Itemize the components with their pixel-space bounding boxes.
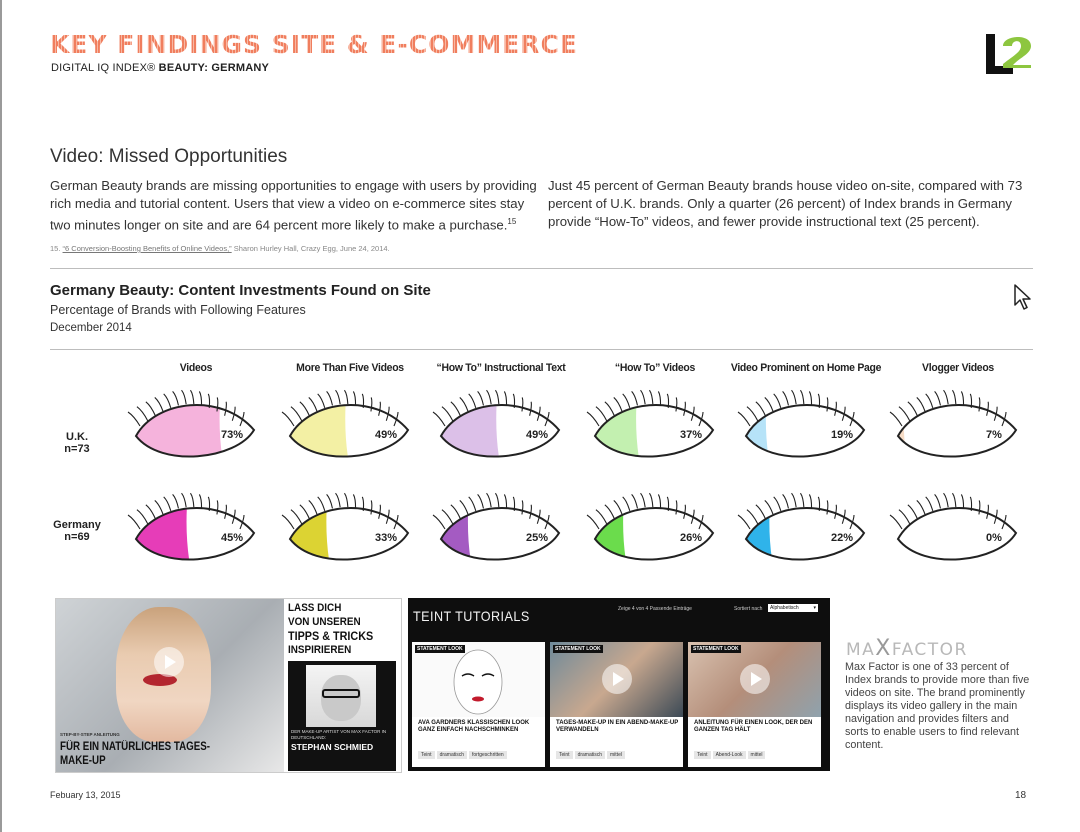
eyeshadow-fill	[888, 378, 908, 468]
chart-date: December 2014	[50, 322, 132, 334]
eyelash	[371, 500, 372, 514]
tutorial-card-2[interactable]	[550, 642, 683, 767]
eye-mark	[280, 481, 420, 571]
eyelash	[908, 402, 918, 416]
chart-title: Germany Beauty: Content Investments Found on Site	[50, 282, 431, 299]
card-tags-3	[694, 743, 767, 761]
tag-chip[interactable]: Teint	[556, 751, 573, 759]
eyelash	[495, 390, 498, 404]
eyelash	[164, 394, 171, 408]
eyelash	[309, 500, 317, 514]
eyelash	[979, 397, 980, 411]
eyelash	[917, 397, 925, 411]
column-header: Videos	[179, 362, 213, 374]
eyeshadow-fill	[431, 378, 501, 468]
eyelash	[336, 493, 341, 507]
eyelash	[738, 412, 750, 426]
subtitle-prefix: DIGITAL IQ INDEX®	[51, 62, 159, 74]
eyelash	[641, 390, 646, 404]
eyelash	[809, 494, 811, 508]
video-thumbnail[interactable]	[56, 599, 284, 772]
eyelash	[623, 394, 630, 408]
eyelash	[961, 391, 963, 405]
results-count: Zeige 4 von 4 Passende Einträge	[618, 606, 692, 612]
eyelash	[641, 493, 646, 507]
eyelash	[442, 510, 453, 524]
eyelash	[433, 412, 445, 426]
eyelash	[952, 493, 955, 507]
divider-chart	[50, 349, 1033, 350]
eyelash	[658, 391, 660, 405]
row-label-n: n=69	[64, 531, 90, 543]
page-left-edge	[0, 0, 2, 832]
artist-photo	[306, 665, 376, 727]
eyelash	[935, 494, 941, 508]
logo-text: L2	[1043, 72, 1045, 73]
eyelash	[632, 494, 638, 508]
teint-title: TEINT TUTORIALS	[413, 608, 530, 624]
eyelash	[199, 391, 201, 405]
eyelash	[336, 390, 341, 404]
divider-top	[50, 268, 1033, 269]
eyeshadow-fill	[126, 481, 191, 571]
eyelash	[800, 493, 803, 507]
eyelash	[344, 493, 347, 507]
card-caption-1: AVA GARDNERS KLASSISCHEN LOOK GANZ EINFACH NACHSCHMINKEN	[418, 720, 530, 733]
eyelash	[469, 394, 476, 408]
tag-chip[interactable]: mittel	[607, 751, 625, 759]
eyelash	[318, 394, 325, 408]
footnote-link[interactable]: “6 Conversion-Boosting Benefits of Online Videos,”	[62, 244, 232, 253]
eyelash	[756, 505, 766, 519]
eyelash	[944, 493, 949, 507]
eye-mark	[431, 481, 571, 571]
eyelash	[327, 391, 333, 405]
l2-logo	[983, 32, 1045, 76]
eyelash	[587, 412, 599, 426]
eyelash	[291, 407, 302, 421]
eyelash	[282, 515, 294, 529]
footnote-source: Sharon Hurley Hall, Crazy Egg, June 24, 2014.	[231, 244, 390, 253]
eyelash	[282, 412, 294, 426]
tag-chip[interactable]: dramatisch	[575, 751, 605, 759]
footnote	[50, 244, 390, 253]
eyelash	[344, 390, 347, 404]
value-label: 26%	[679, 532, 703, 544]
eyelash	[451, 402, 461, 416]
eyelash	[137, 510, 148, 524]
card-image-1	[412, 642, 545, 717]
eyelash	[504, 391, 506, 405]
eye-mark	[736, 378, 876, 468]
eyelash	[495, 493, 498, 507]
eyelash	[442, 407, 453, 421]
eyelash	[765, 397, 773, 411]
eyelash	[944, 390, 949, 404]
left-paragraph	[50, 177, 540, 234]
eyelash	[504, 494, 506, 508]
tutorial-card-3[interactable]	[688, 642, 821, 767]
column-header: More Than Five Videos	[296, 362, 404, 374]
eyelash	[676, 397, 677, 411]
video-title	[60, 740, 210, 768]
eyelash	[522, 500, 523, 514]
value-label: 73%	[220, 429, 244, 441]
artist-name: STEPHAN SCHMIED	[291, 742, 374, 752]
page-number: 18	[1015, 790, 1027, 801]
max-factor-logo	[846, 636, 968, 661]
eyelash	[747, 407, 758, 421]
eye-mark	[585, 378, 725, 468]
eyelash	[190, 390, 193, 404]
logo-part: MA	[846, 640, 876, 660]
eyelash	[979, 500, 980, 514]
eyelash	[827, 397, 828, 411]
value-label: 22%	[830, 532, 854, 544]
logo-part: X	[875, 636, 892, 661]
eyeshadow-fill	[736, 378, 770, 468]
card-tag-3: STATEMENT LOOK	[693, 646, 739, 652]
eyeshadow-fill	[888, 481, 900, 571]
eyelash	[792, 493, 797, 507]
eyelash	[890, 412, 902, 426]
logo-part: FACTOR	[891, 640, 968, 660]
card-caption-3: ANLEITUNG FÜR EINEN LOOK, DER DEN GANZEN TAG HÄLT	[694, 720, 813, 733]
eyeshadow-fill	[280, 378, 350, 468]
eyelash	[827, 500, 828, 514]
tag-chip[interactable]: dramatisch	[437, 751, 467, 759]
sketch-face-icon	[412, 642, 545, 717]
eyelash	[146, 402, 156, 416]
eyelash	[649, 390, 652, 404]
eyelash	[783, 494, 789, 508]
value-label: 19%	[830, 429, 854, 441]
eyelash	[291, 510, 302, 524]
eyelash	[522, 397, 523, 411]
eyelash	[433, 515, 445, 529]
eyelash	[451, 505, 461, 519]
eyelash	[926, 394, 933, 408]
eyelash	[605, 505, 615, 519]
card-tag-2: STATEMENT LOOK	[555, 646, 601, 652]
promo-line-4: INSPIRIEREN	[288, 644, 352, 656]
eye-mark	[736, 481, 876, 571]
promo-line-2: VON UNSEREN	[288, 616, 361, 628]
promo-line-3: TIPPS & TRICKS	[288, 629, 374, 643]
tag-chip[interactable]: fortgeschritten	[469, 751, 507, 759]
value-label: 25%	[525, 532, 549, 544]
eyelash	[596, 407, 607, 421]
eye-mark	[888, 378, 1028, 468]
eyelash	[460, 397, 468, 411]
eyelash	[353, 494, 355, 508]
eyelash	[961, 494, 963, 508]
video-promo-screenshot	[55, 598, 402, 773]
row-label	[42, 519, 112, 543]
row-label-name: U.K.	[66, 431, 88, 443]
eyelash	[765, 500, 773, 514]
sort-value: Alphabetisch	[770, 605, 799, 611]
max-factor-description: Max Factor is one of 33 percent of Index brands to provide more than five videos on site. The brand prominently displays its video gallery in the main navigation and provides filters and sorts to enable users to find relevant content.	[845, 661, 1030, 751]
eyelash	[792, 390, 797, 404]
eyelash	[309, 397, 317, 411]
card-tag-1: STATEMENT LOOK	[417, 646, 463, 652]
eyelash	[890, 515, 902, 529]
chart-subtitle: Percentage of Brands with Following Features	[50, 303, 306, 317]
card-caption-2: TAGES-MAKE-UP IN EIN ABEND-MAKE-UP VERWANDELN	[556, 720, 679, 733]
artist-caption: DER MAKE-UP ARTIST VON MAX FACTOR IN DEUTSCHLAND:	[291, 729, 387, 740]
teint-tutorials-screenshot	[408, 598, 830, 771]
footer-date: Febuary 13, 2015	[50, 790, 121, 800]
eyelash	[318, 497, 325, 511]
play-icon[interactable]	[154, 647, 184, 677]
eyelash	[173, 391, 179, 405]
glasses-icon	[322, 689, 360, 698]
eyelash	[217, 500, 218, 514]
eyelash	[596, 510, 607, 524]
eyelash	[632, 391, 638, 405]
left-paragraph-text: German Beauty brands are missing opportunities to engage with users by providing rich media and tutorial content. Users that view a video on e-commerce sites stay two minutes longer on site and are 64 percent more likely to make a purchase.	[50, 178, 537, 233]
mouse-cursor-icon	[1013, 283, 1033, 311]
eyelash	[899, 407, 910, 421]
value-label: 49%	[525, 429, 549, 441]
eyelash	[199, 494, 201, 508]
eyelash	[774, 394, 781, 408]
promo-line-1: LASS DICH	[288, 602, 342, 614]
value-label: 49%	[374, 429, 398, 441]
row-label-n: n=73	[64, 443, 90, 455]
sort-label: Sortiert nach	[734, 606, 763, 612]
eyelash	[952, 390, 955, 404]
eye-mark	[126, 378, 266, 468]
card-tags-1	[418, 743, 509, 761]
tag-chip[interactable]: Abend-Look	[713, 751, 746, 759]
video-title-line-1: FÜR EIN NATÜRLICHES TAGES-	[60, 741, 211, 753]
value-label: 33%	[374, 532, 398, 544]
value-label: 0%	[986, 532, 1002, 544]
value-label: 7%	[986, 429, 1002, 441]
eyelash	[676, 500, 677, 514]
column-header: Vlogger Videos	[922, 362, 994, 374]
eyelash	[137, 407, 148, 421]
eyelash	[756, 402, 766, 416]
eye-mark	[585, 481, 725, 571]
column-header: “How To” Videos	[614, 362, 696, 374]
footnote-number: 15.	[50, 244, 61, 253]
step-label: STEP-BY-STEP ANLEITUNG	[60, 732, 120, 737]
eyelash	[783, 391, 789, 405]
eyelash	[182, 493, 187, 507]
video-title-line-2: MAKE-UP	[60, 755, 106, 767]
play-icon[interactable]	[602, 664, 632, 694]
artist-head	[321, 675, 361, 721]
column-header: “How To” Instructional Text	[436, 362, 566, 374]
eye-mark	[888, 481, 1028, 571]
eyelash	[649, 493, 652, 507]
tutorial-card-1[interactable]	[412, 642, 545, 767]
eyelash	[800, 390, 803, 404]
eyelash	[917, 500, 925, 514]
eyelash	[327, 494, 333, 508]
eyelash	[935, 391, 941, 405]
eyelash	[300, 402, 310, 416]
eyelash	[908, 505, 918, 519]
eyelash	[487, 493, 492, 507]
eyelash	[478, 391, 484, 405]
eyelash	[774, 497, 781, 511]
eyelash	[146, 505, 156, 519]
chevron-down-icon: ▾	[813, 605, 816, 611]
column-header: Video Prominent on Home Page	[730, 362, 882, 374]
footnote-ref: 15	[507, 217, 517, 226]
logo-two	[1003, 37, 1031, 68]
subtitle-bold: BEAUTY: GERMANY	[158, 62, 270, 74]
eyelash	[926, 497, 933, 511]
eyelash	[371, 397, 372, 411]
eye-mark	[280, 378, 420, 468]
eyelash	[487, 390, 492, 404]
sort-dropdown[interactable]	[768, 604, 818, 612]
eyelash	[478, 494, 484, 508]
card-tags-2	[556, 743, 627, 761]
eyelash	[128, 515, 140, 529]
eyelash	[190, 493, 193, 507]
value-label: 45%	[220, 532, 244, 544]
eyelash	[614, 397, 622, 411]
eyelash	[353, 391, 355, 405]
eyelash	[605, 402, 615, 416]
tag-chip[interactable]: mittel	[748, 751, 766, 759]
eyelash	[182, 390, 187, 404]
value-label: 37%	[679, 429, 703, 441]
promo-text	[288, 601, 387, 657]
eyelash	[155, 500, 163, 514]
eyelash	[460, 500, 468, 514]
eyelash	[809, 391, 811, 405]
row-label-name: Germany	[53, 519, 101, 531]
eyelash	[173, 494, 179, 508]
tag-chip[interactable]: Teint	[418, 751, 435, 759]
tag-chip[interactable]: Teint	[694, 751, 711, 759]
eyelash	[128, 412, 140, 426]
row-label	[42, 431, 112, 455]
eyelash	[164, 497, 171, 511]
eye-mark	[431, 378, 571, 468]
eyelash	[155, 397, 163, 411]
play-icon[interactable]	[740, 664, 770, 694]
eyelash	[614, 500, 622, 514]
key-findings-title: KEY FINDINGS SITE & E-COMMERCE	[50, 30, 578, 59]
eyelash	[469, 497, 476, 511]
artist-card[interactable]	[288, 661, 396, 771]
right-paragraph: Just 45 percent of German Beauty brands house video on-site, compared with 73 percent of U.K. brands. Only a quarter (26 percent) of Index brands in Germany provide “How-To” videos, and fewer provide instructional text (25 percent).	[548, 178, 1023, 229]
eyelash	[623, 497, 630, 511]
eyelash	[217, 397, 218, 411]
section-title: Video: Missed Opportunities	[50, 146, 288, 167]
eye-mark	[126, 481, 266, 571]
eyelash	[738, 515, 750, 529]
eyelash	[899, 510, 910, 524]
index-subtitle	[51, 62, 269, 74]
eyelash	[658, 494, 660, 508]
eyelash	[587, 515, 599, 529]
eyelash	[300, 505, 310, 519]
eyelash	[747, 510, 758, 524]
